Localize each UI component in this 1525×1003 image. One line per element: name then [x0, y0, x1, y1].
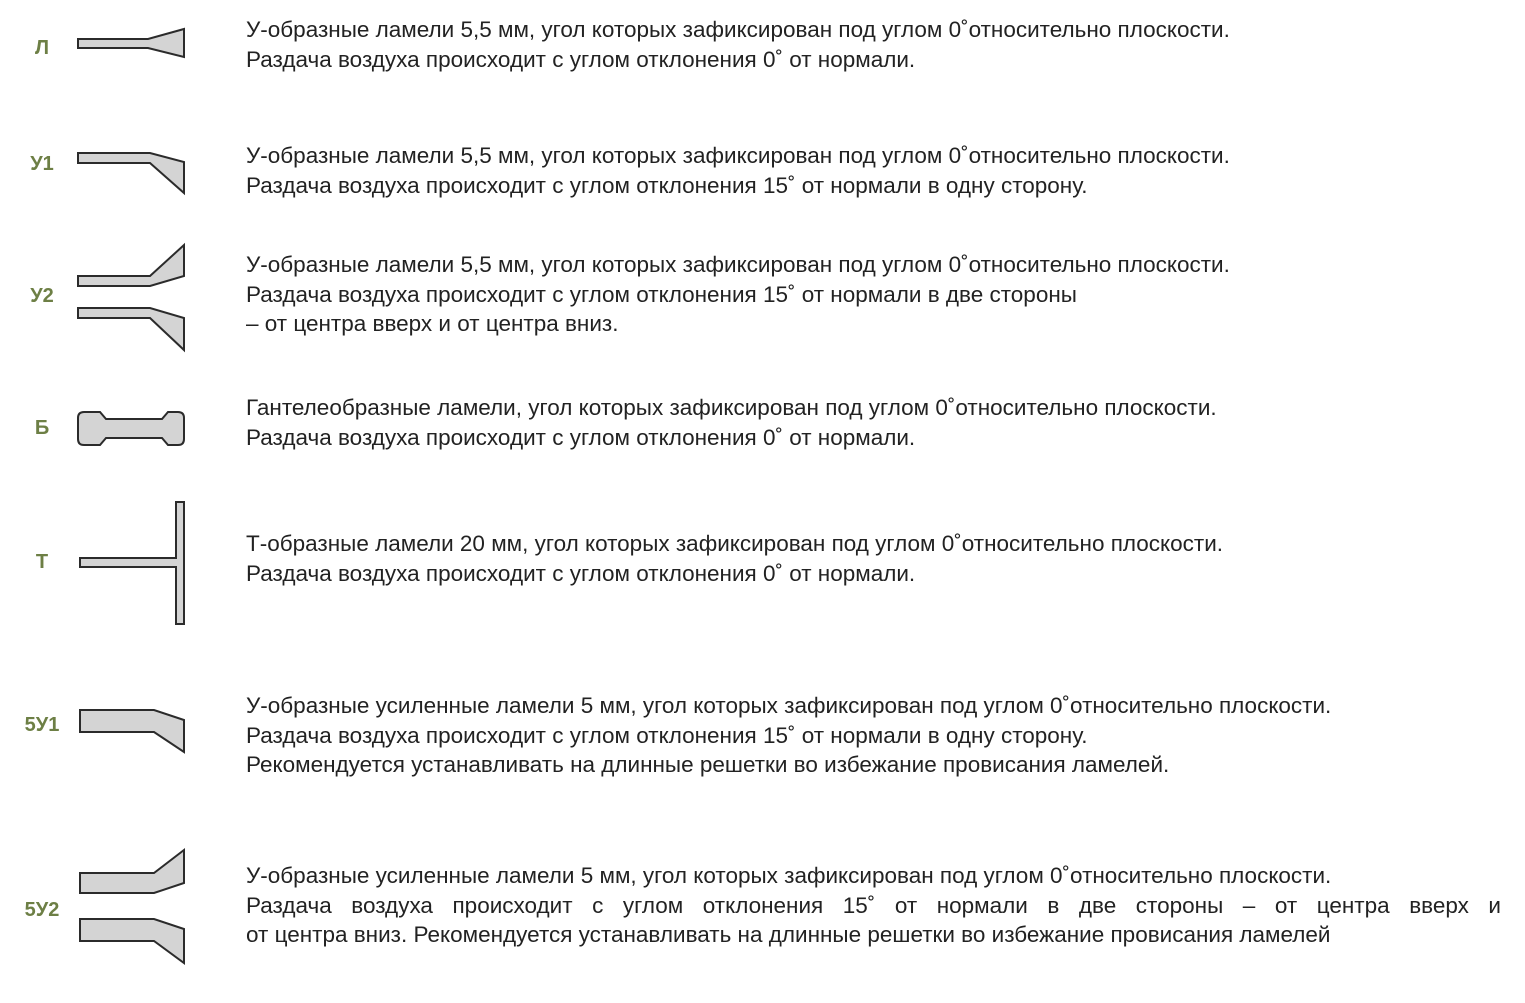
lamel-description — [246, 691, 1501, 780]
description-line: – от центра вверх и от центра вниз. — [246, 311, 619, 336]
description-line: Раздача воздуха происходит с углом отклонения 15˚ от нормали в одну сторону. — [246, 172, 1088, 198]
description-line: У-образные ламели 5,5 мм, угол которых зафиксирован под углом 0˚относительно плоскости. — [246, 143, 1230, 168]
description-line: Раздача воздуха происходит с углом отклонения 15˚ от нормали в две стороны – от центра вверх и — [246, 892, 1501, 918]
description-line: Раздача воздуха происходит с углом отклонения 15˚ от нормали в две стороны — [246, 281, 1077, 307]
description-line: У-образные ламели 5,5 мм, угол которых зафиксирован под углом 0˚относительно плоскости. — [246, 252, 1230, 277]
description-line: Т-образные ламели 20 мм, угол которых зафиксирован под углом 0˚относительно плоскости. — [246, 531, 1224, 556]
lamel-code: Л — [34, 37, 50, 59]
lamel-code: У2 — [30, 285, 54, 307]
description-line: У-образные ламели 5,5 мм, угол которых зафиксирован под углом 0˚относительно плоскости. — [246, 17, 1230, 42]
description-line: Гантелеобразные ламели, угол которых зафиксирован под углом 0˚относительно плоскости. — [246, 395, 1217, 420]
lamel-code: Т — [35, 551, 49, 573]
lamel-description — [246, 141, 1501, 200]
lamel-code: 5У2 — [24, 899, 60, 921]
lamel-code: 5У1 — [24, 714, 60, 736]
lamel-u2-profile-icon — [70, 240, 200, 360]
lamel-code: Б — [34, 417, 50, 439]
lamel-description — [246, 861, 1501, 950]
description-line: Раздача воздуха происходит с углом отклонения 0˚ от нормали. — [246, 560, 916, 586]
lamel-description — [246, 393, 1501, 452]
lamel-l-profile-icon — [70, 20, 200, 75]
description-line: от центра вниз. Рекомендуется устанавливать на длинные решетки во избежание провисания ламелей — [246, 922, 1331, 947]
lamel-b-profile-icon — [70, 405, 200, 458]
lamel-5u2-profile-icon — [70, 845, 200, 975]
lamel-description — [246, 15, 1501, 74]
description-line: Раздача воздуха происходит с углом отклонения 0˚ от нормали. — [246, 46, 916, 72]
lamel-description — [246, 529, 1501, 588]
lamel-t-profile-icon — [70, 495, 200, 635]
lamel-5u1-profile-icon — [70, 702, 200, 762]
description-line: Рекомендуется устанавливать на длинные решетки во избежание провисания ламелей. — [246, 752, 1170, 777]
description-line: У-образные усиленные ламели 5 мм, угол которых зафиксирован под углом 0˚относительно плоскости. — [246, 693, 1332, 718]
lamel-code: У1 — [30, 153, 54, 175]
lamel-description — [246, 250, 1501, 339]
description-line: Раздача воздуха происходит с углом отклонения 15˚ от нормали в одну сторону. — [246, 722, 1088, 748]
lamel-u1-profile-icon — [70, 145, 200, 205]
description-line: Раздача воздуха происходит с углом отклонения 0˚ от нормали. — [246, 424, 916, 450]
description-line: У-образные усиленные ламели 5 мм, угол которых зафиксирован под углом 0˚относительно плоскости. — [246, 863, 1332, 888]
